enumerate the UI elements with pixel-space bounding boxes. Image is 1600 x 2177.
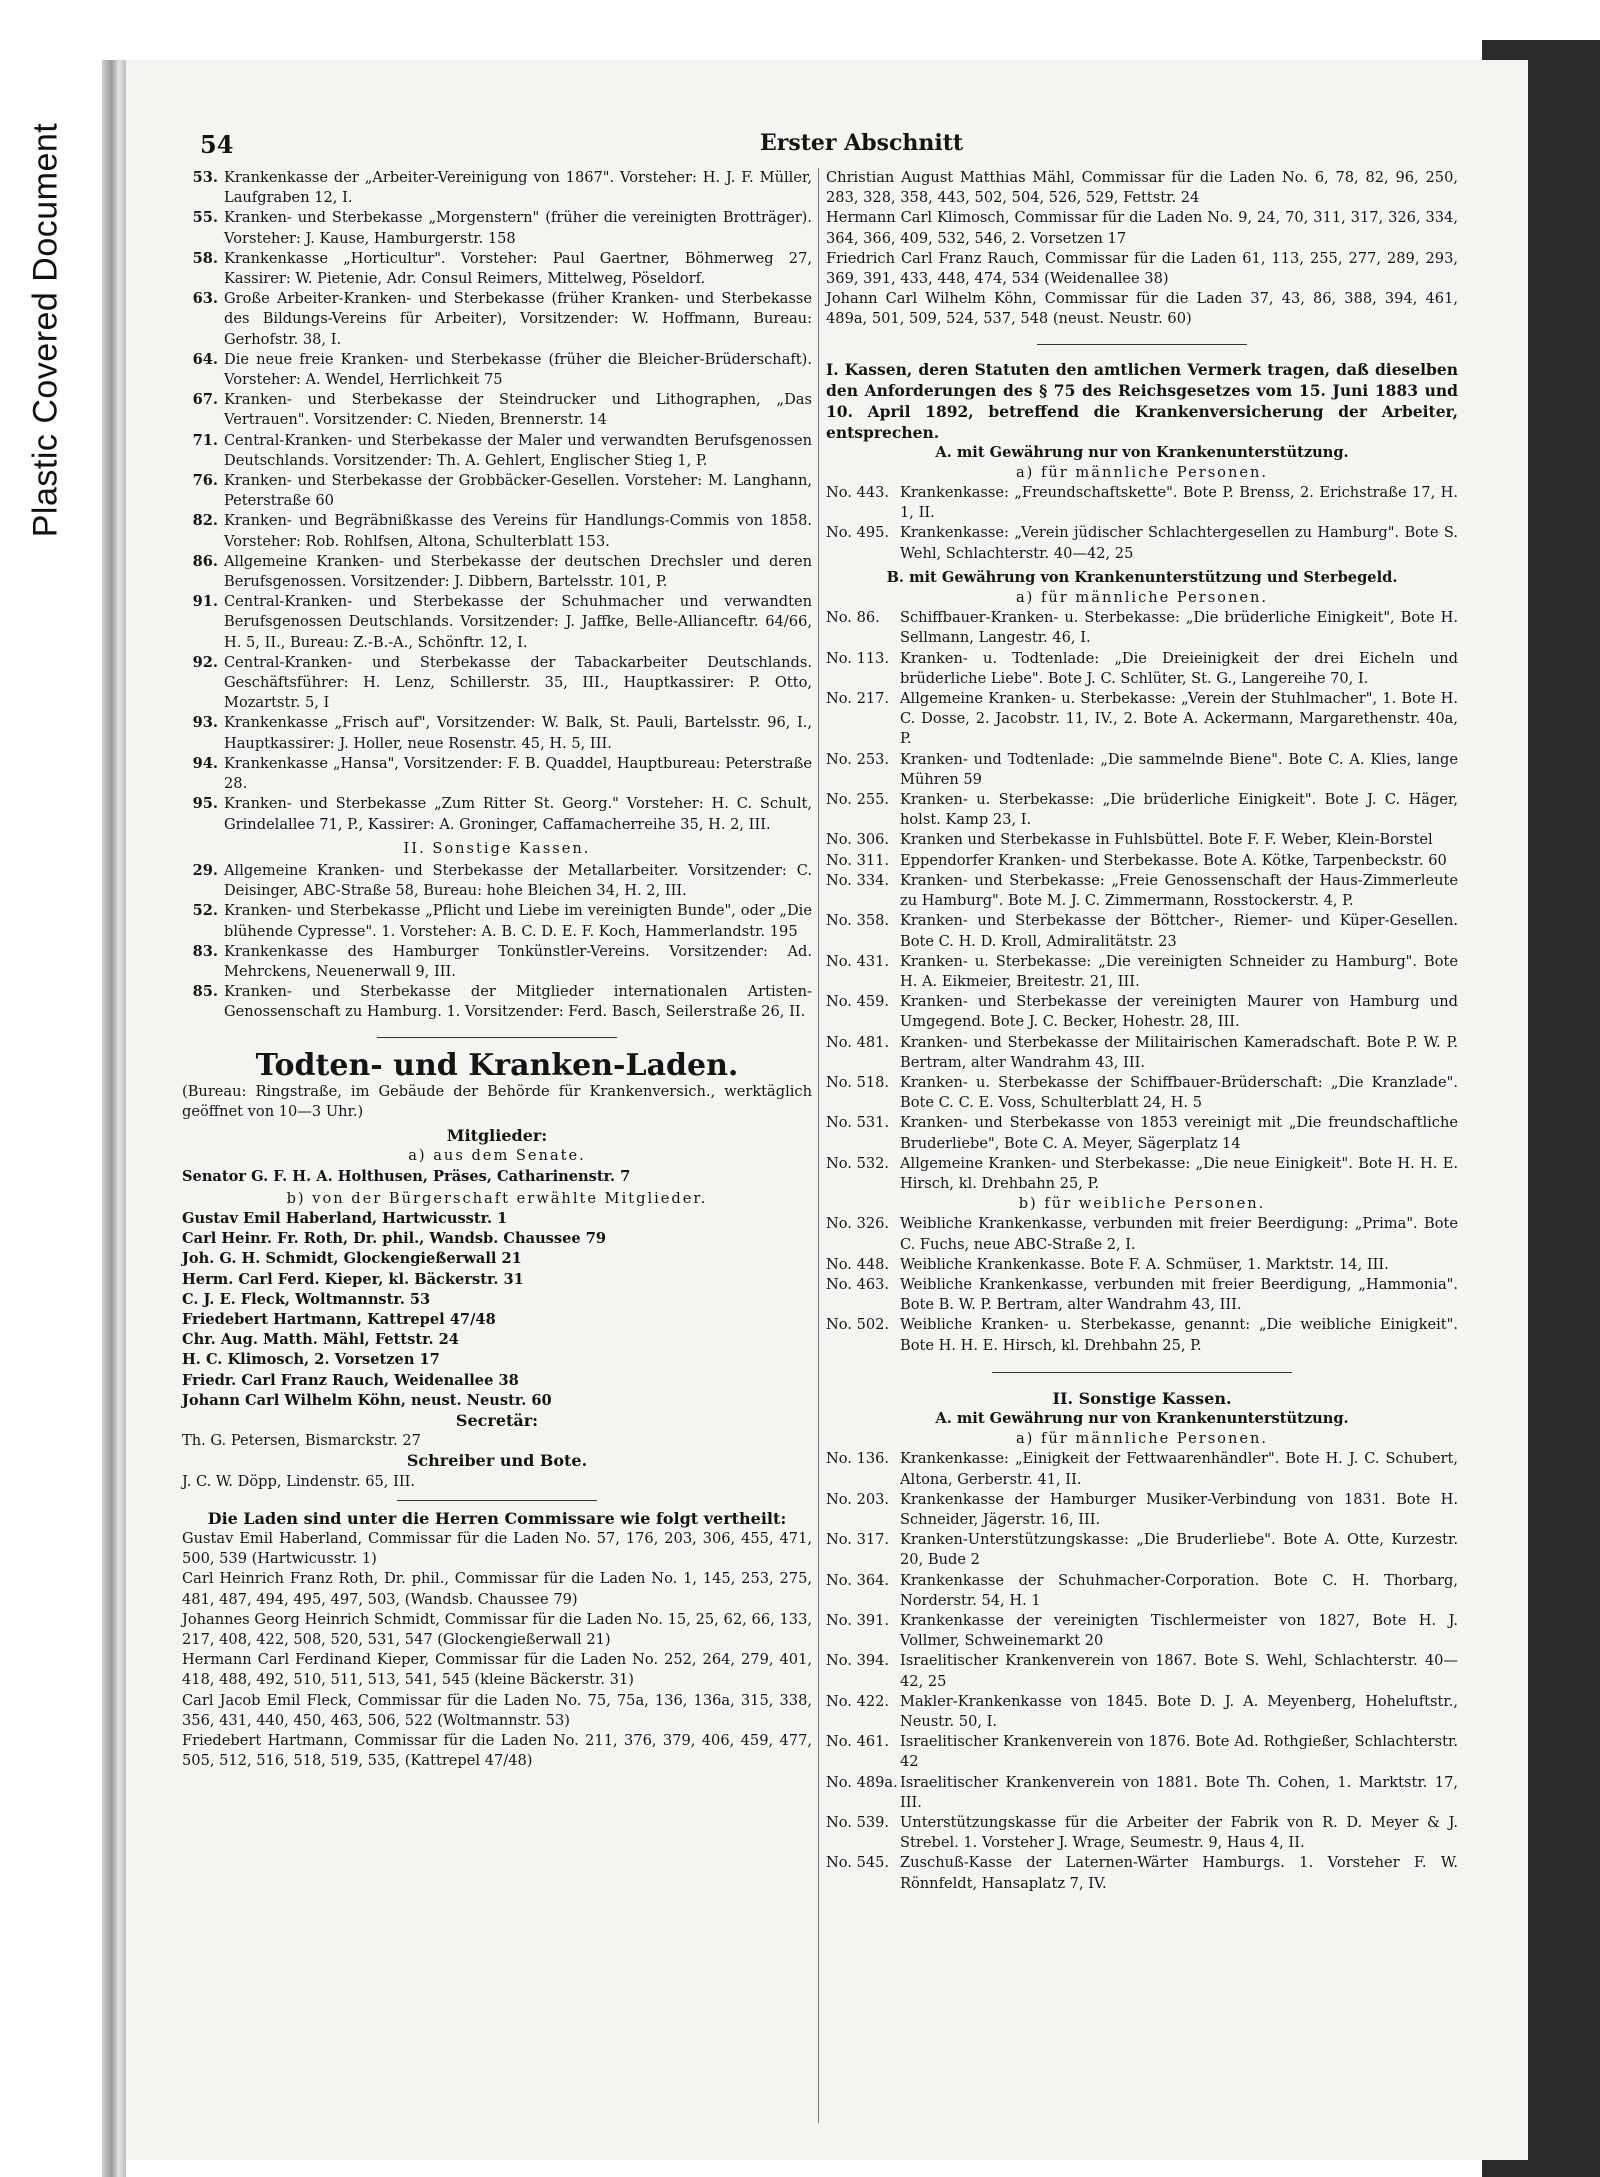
entry (182, 794, 812, 834)
entry-number: No. 113. (826, 649, 890, 667)
list-item: Johann Carl Wilhelm Köhn, neust. Neustr. 60 (182, 1391, 552, 1409)
entry-number: No. 306. (826, 831, 890, 849)
entry-text: Krankenkasse: „Verein jüdischer Schlachtergesellen zu Hamburg". Bote S. Wehl, Schlachterstr. 40—42, 25 (900, 524, 1458, 562)
entry-number: No. 253. (826, 750, 890, 768)
entry (826, 649, 1458, 689)
entry-number: 94. (192, 754, 218, 772)
entry-number: No. 86. (826, 609, 880, 627)
entry-text: Zuschuß-Kasse der Laternen-Wärter Hamburgs. 1. Vorsteher F. W. Rönnfeldt, Hansaplatz 7, IV. (900, 1854, 1458, 1892)
sub-b-maennlich: a) für männliche Personen. (1015, 589, 1269, 607)
entry-number: No. 317. (826, 1531, 890, 1549)
entry-text: Kranken- und Sterbekasse der Militairischen Kameradschaft. Bote P. W. P. Bertram, alter Wandrahm 43, III. (900, 1033, 1458, 1071)
entry-number: 29. (192, 861, 218, 879)
list-item: Friedrich Carl Franz Rauch, Commissar für die Laden 61, 113, 255, 277, 289, 293, 369, 391, 433, 448, 474, 534 (Weidenallee 38) (826, 249, 1458, 288)
entry (826, 851, 1458, 871)
entry-number: No. 532. (826, 1154, 890, 1172)
entry-text: Central-Kranken- und Sterbekasse der Maler und verwandten Berufsgenossen Deutschlands. Vorsitzender: Th. A. Gehlert, Englischer Stieg 1, P. (224, 431, 812, 469)
entry-text: Central-Kranken- und Sterbekasse der Schuhmacher und verwandten Berufsgenossen Deutschlands. Vorsitzender: J. Jaffke, Belle-Allianceftr. 64/66, H. 5, II., Bureau: Z.-B.-A., Schönftr. 12, I. (224, 593, 812, 651)
entry-number: No. 255. (826, 791, 890, 809)
entry (826, 1275, 1458, 1315)
entry (182, 754, 812, 794)
list-item: Hermann Carl Klimosch, Commissar für die Laden No. 9, 24, 70, 311, 317, 326, 334, 364, 366, 409, 532, 546, 2. Vorsetzen 17 (826, 209, 1458, 247)
entry-number: 58. (192, 249, 218, 267)
entry-number: 67. (192, 391, 218, 409)
a-entries (826, 483, 1458, 564)
commissare-heading: Die Laden sind unter die Herren Commissare wie folgt vertheilt: (207, 1508, 787, 1528)
entry-text: Kranken- u. Sterbekasse: „Die vereinigten Schneider zu Hamburg". Bote H. A. Eikmeier, Breitestr. 21, III. (900, 952, 1458, 990)
entry-number: No. 518. (826, 1073, 890, 1091)
entry-number: No. 545. (826, 1854, 890, 1872)
entry-number: No. 334. (826, 871, 890, 889)
entry (182, 431, 812, 471)
entry (182, 511, 812, 551)
entry (826, 1692, 1458, 1732)
entry-text: Weibliche Krankenkasse, verbunden mit freier Beerdigung: „Prima". Bote C. Fuchs, neue ABC-Straße 2, I. (900, 1215, 1458, 1253)
bw-entries (826, 1214, 1458, 1355)
entry (826, 830, 1458, 850)
entry (826, 1449, 1458, 1489)
entry-text: Kranken- und Sterbekasse der Mitglieder internationalen Artisten-Genossenschaft zu Hamburg. 1. Vorsitzender: Ferd. Basch, Seilerstraße 26, II. (224, 983, 812, 1021)
sub-a-maennlich: a) für männliche Personen. (1015, 463, 1269, 481)
entry-number: No. 461. (826, 1733, 890, 1751)
entry-number: 83. (192, 942, 218, 960)
list-item: Johannes Georg Heinrich Schmidt, Commissar für die Laden No. 15, 25, 62, 66, 133, 217, 408, 422, 508, 520, 531, 547 (Glockengießerwall 21) (182, 1610, 812, 1649)
entry (826, 1255, 1458, 1275)
entry-number: No. 364. (826, 1571, 890, 1589)
secretaer-heading: Secretär: (455, 1410, 539, 1430)
bureau-note: (Bureau: Ringstraße, im Gebäude der Behörde für Krankenversich., werktäglich geöffnet von 10—3 Uhr.) (182, 1082, 812, 1120)
sub-ii-maennlich: a) für männliche Personen. (1015, 1430, 1269, 1448)
entry-text: Allgemeine Kranken- u. Sterbekasse: „Verein der Stuhlmacher", 1. Bote H. C. Dosse, 2. Jacobstr. 11, IV., 2. Bote A. Ackermann, Margarethenstr. 40a, P. (900, 690, 1458, 748)
entry-number: No. 358. (826, 912, 890, 930)
entry-number: No. 422. (826, 1692, 890, 1710)
entry-text: Schiffbauer-Kranken- u. Sterbekasse: „Die brüderliche Einigkeit", Bote H. Sellmann, Langestr. 46, I. (900, 609, 1458, 647)
separator (377, 1037, 617, 1038)
entry-number: No. 489a. (826, 1773, 898, 1791)
entry-text: Krankenkasse der „Arbeiter-Vereinigung von 1867". Vorsteher: H. J. F. Müller, Laufgraben 12, I. (224, 169, 812, 207)
entry-text: Kranken- und Sterbekasse der Steindrucker und Lithographen, „Das Vertrauen". Vorsitzender: C. Nieden, Brennerstr. 14 (224, 391, 812, 429)
left-column (182, 168, 812, 1771)
entry (826, 1490, 1458, 1530)
entry (826, 992, 1458, 1032)
entry (826, 750, 1458, 790)
entry (182, 653, 812, 714)
entry (826, 1773, 1458, 1813)
entry-number: No. 495. (826, 524, 890, 542)
entry-text: Kranken- und Sterbekasse „Pflicht und Liebe im vereinigten Bunde", oder „Die blühende Cypresse". 1. Vorsteher: A. B. C. D. E. F. Koch, Hammerlandstr. 195 (224, 902, 812, 940)
senator-line: Senator G. F. H. A. Holthusen, Präses, Catharinenstr. 7 (182, 1167, 631, 1185)
entry (826, 1033, 1458, 1073)
entry-text: Allgemeine Kranken- und Sterbekasse: „Die neue Einigkeit". Bote H. H. E. Hirsch, kl. Drehbahn 25, P. (900, 1154, 1458, 1192)
entry-number: No. 394. (826, 1652, 890, 1670)
entry-number: No. 217. (826, 690, 890, 708)
banner-text: Plastic Covered Document (26, 122, 65, 538)
entry-text: Krankenkasse: „Einigkeit der Fettwaarenhändler". Bote H. J. C. Schubert, Altona, Gerberstr. 41, II. (900, 1450, 1458, 1488)
entry-text: Makler-Krankenkasse von 1845. Bote D. J. A. Meyenberg, Hoheluftstr., Neustr. 50, I. (900, 1692, 1458, 1731)
list-item: Christian August Matthias Mähl, Commissar für die Laden No. 6, 78, 82, 96, 250, 283, 328, 358, 443, 502, 504, 526, 529, Fettstr. 24 (826, 169, 1458, 207)
list-item: Gustav Emil Haberland, Hartwicusstr. 1 (182, 1209, 508, 1227)
buerger-sub: b) von der Bürgerschaft erwählte Mitglieder. (286, 1189, 708, 1207)
entry (182, 350, 812, 390)
entry (826, 1571, 1458, 1611)
entry-number: No. 326. (826, 1215, 890, 1233)
entry-text: Kranken- u. Sterbekasse der Schiffbauer-Brüderschaft: „Die Kranzlade". Bote C. C. E. Voss, Schulterblatt 24, H. 5 (900, 1073, 1458, 1112)
entry-text: Kranken- und Todtenlade: „Die sammelnde Biene". Bote C. A. Klies, lange Mühren 59 (900, 750, 1458, 788)
entry (182, 592, 812, 653)
entry-number: 91. (192, 593, 218, 611)
entry-text: Krankenkasse „Horticultur". Vorsteher: Paul Gaertner, Böhmerweg 27, Kassirer: W. Pietenie, Adr. Consul Reimers, Mittelweg, Pöseldorf. (224, 249, 812, 288)
entry-text: Krankenkasse „Hansa", Vorsitzender: F. B. Quaddel, Hauptbureau: Peterstraße 28. (224, 754, 812, 793)
entry-number: 86. (192, 552, 218, 570)
page-number: 54 (200, 130, 234, 159)
entry-text: Israelitischer Krankenverein von 1876. Bote Ad. Rothgießer, Schlachterstr. 42 (900, 1733, 1458, 1771)
entry (826, 1611, 1458, 1651)
entry-number: 93. (192, 714, 218, 732)
mitglieder-heading: Mitglieder: (446, 1126, 548, 1146)
entry-number: No. 431. (826, 952, 890, 970)
entry-text: Die neue freie Kranken- und Sterbekasse (früher die Bleicher-Brüderschaft). Vorsteher: A. Wendel, Herrlichkeit 75 (224, 350, 812, 389)
entry-text: Kranken- und Sterbekasse der Böttcher-, Riemer- und Küper-Gesellen. Bote C. H. D. Kroll, Admiralitätstr. 23 (900, 912, 1458, 950)
schreiber-line: J. C. W. Döpp, Lindenstr. 65, III. (182, 1472, 416, 1490)
entry (182, 552, 812, 592)
list-item: Carl Heinrich Franz Roth, Dr. phil., Commissar für die Laden No. 1, 145, 253, 275, 481, 487, 494, 495, 497, 503, (Wandsb. Chaussee 79) (182, 1570, 812, 1608)
b-entries (826, 608, 1458, 1194)
list-item: Chr. Aug. Matth. Mähl, Fettstr. 24 (182, 1331, 459, 1349)
list-item: Friedebert Hartmann, Kattrepel 47/48 (182, 1310, 496, 1328)
entry (826, 608, 1458, 648)
entry (182, 390, 812, 430)
entry-number: 52. (192, 902, 218, 920)
commissare-list (182, 1529, 812, 1771)
entry (182, 249, 812, 289)
entry (826, 871, 1458, 911)
entry-text: Kranken- und Sterbekasse der Grobbäcker-Gesellen. Vorsteher: M. Langhann, Peterstraße 60 (224, 472, 812, 510)
list-item: Gustav Emil Haberland, Commissar für die Laden No. 57, 176, 203, 306, 455, 471, 500, 539 (Hartwicusstr. 1) (182, 1530, 812, 1568)
entry (826, 790, 1458, 830)
entry-number: No. 481. (826, 1033, 890, 1051)
entry-number: 64. (192, 350, 218, 368)
entry-text: Krankenkasse „Frisch auf", Vorsitzender: W. Balk, St. Pauli, Bartelsstr. 96, I., Hauptkassirer: J. Holler, neue Rosenstr. 45, H. 5, III. (224, 714, 812, 752)
list-item: C. J. E. Fleck, Woltmannstr. 53 (182, 1290, 431, 1308)
entry-number: 85. (192, 983, 218, 1001)
entry-number: No. 443. (826, 484, 890, 502)
section-title: Erster Abschnitt (760, 130, 964, 156)
sub-b-weiblich: b) für weibliche Personen. (1018, 1195, 1266, 1213)
entry-number: No. 539. (826, 1814, 890, 1832)
entry-text: Kranken- u. Sterbekasse: „Die brüderliche Einigkeit". Bote J. C. Häger, holst. Kamp 23, I. (900, 791, 1458, 829)
entry-text: Große Arbeiter-Kranken- und Sterbekasse (früher Kranken- und Sterbekasse des Bildungs-Vereins für Arbeiter), Vorsitzender: W. Hoffmann, Bureau: Gerhofstr. 38, I. (224, 290, 812, 348)
entry-number: No. 531. (826, 1114, 890, 1132)
entry-number: No. 311. (826, 851, 890, 869)
sub-heading-sonstige: II. Sonstige Kassen. (403, 839, 591, 857)
book-spine (102, 60, 126, 2177)
entry-number: No. 203. (826, 1490, 890, 1508)
heading-A: A. mit Gewährung nur von Krankenunterstützung. (935, 443, 1349, 461)
list-item: Herm. Carl Ferd. Kieper, kl. Bäckerstr. 31 (182, 1270, 524, 1288)
ii-entries (826, 1449, 1458, 1893)
entry-number: No. 136. (826, 1450, 890, 1468)
entry (826, 1154, 1458, 1194)
list-item: Joh. G. H. Schmidt, Glockengießerwall 21 (182, 1250, 522, 1268)
entry-text: Krankenkasse: „Freundschaftskette". Bote P. Brenss, 2. Erichstraße 17, H. 1, II. (900, 484, 1458, 522)
schreiber-heading: Schreiber und Bote. (406, 1451, 588, 1471)
entry-text: Kranken- und Sterbekasse „Zum Ritter St. Georg." Vorsteher: H. C. Schult, Grindelallee 71, P., Kassirer: A. Groninger, Caffamacherreihe 35, H. 2, III. (224, 795, 812, 833)
running-head (200, 130, 1500, 160)
entry (826, 1853, 1458, 1893)
entry-text: Weibliche Krankenkasse, verbunden mit freier Beerdigung, „Hammonia". Bote B. W. P. Bertram, alter Wandrahm 43, III. (900, 1275, 1458, 1314)
entry-text: Kranken- und Sterbekasse: „Freie Genossenschaft der Haus-Zimmerleute zu Hamburg". Bote M. J. C. Zimmermann, Rosstockerstr. 4, P. (900, 871, 1458, 910)
entry-text: Weibliche Kranken- u. Sterbekasse, genannt: „Die weibliche Einigkeit". Bote H. H. E. Hirsch, kl. Drehbahn 25, P. (900, 1316, 1458, 1354)
entry-text: Krankenkasse der Schuhmacher-Corporation. Bote C. H. Thorbarg, Norderstr. 54, H. 1 (900, 1571, 1458, 1609)
entry (182, 942, 812, 982)
list-item: Carl Heinr. Fr. Roth, Dr. phil., Wandsb. Chaussee 79 (182, 1230, 607, 1248)
entry (182, 713, 812, 753)
entry (182, 982, 812, 1022)
heading-II: II. Sonstige Kassen. (1052, 1388, 1232, 1408)
entry-number: No. 459. (826, 993, 890, 1011)
separator-3 (1037, 344, 1247, 345)
entry (182, 208, 812, 248)
entry (826, 523, 1458, 563)
entry (826, 1315, 1458, 1355)
entry (182, 471, 812, 511)
list-item: Hermann Carl Ferdinand Kieper, Commissar für die Laden No. 252, 264, 279, 401, 418, 488, 492, 510, 511, 513, 541, 545 (kleine Bäckerstr. 31) (182, 1651, 812, 1689)
commissare-continued (826, 168, 1458, 330)
entry-text: Kranken und Sterbekasse in Fuhlsbüttel. Bote F. F. Weber, Klein-Borstel (900, 831, 1433, 849)
entry-text: Krankenkasse des Hamburger Tonkünstler-Vereins. Vorsitzender: Ad. Mehrckens, Neuenerwall 9, III. (224, 942, 812, 980)
separator-2 (397, 1500, 597, 1501)
list-item: Johann Carl Wilhelm Köhn, Commissar für die Laden 37, 43, 86, 388, 394, 461, 489a, 501, 509, 524, 537, 548 (neust. Neustr. 60) (826, 290, 1458, 328)
secretaer-line: Th. G. Petersen, Bismarckstr. 27 (182, 1432, 421, 1450)
entry (826, 1073, 1458, 1113)
entry (182, 901, 812, 941)
entry-number: No. 502. (826, 1316, 890, 1334)
side-banner (0, 0, 92, 2177)
members-list (182, 1209, 812, 1411)
list-item: Friedebert Hartmann, Commissar für die Laden No. 211, 376, 379, 406, 459, 477, 505, 512, 516, 518, 519, 535, (Kattrepel 47/48) (182, 1732, 812, 1770)
entry-text: Central-Kranken- und Sterbekasse der Tabackarbeiter Deutschlands. Geschäftsführer: H. Lenz, Schillerstr. 35, III., Hauptkassirer: P. Otto, Mozartstr. 5, I (224, 653, 812, 712)
entry-number: No. 391. (826, 1612, 890, 1629)
entry (826, 1813, 1458, 1853)
entry-number: 76. (192, 472, 218, 490)
entry (182, 289, 812, 350)
entry-text: Unterstützungskasse für die Arbeiter der Fabrik von R. D. Meyer & J. Strebel. 1. Vorsteher J. Wrage, Seumestr. 9, Haus 4, II. (900, 1814, 1458, 1852)
list-item: H. C. Klimosch, 2. Vorsetzen 17 (182, 1351, 440, 1369)
entry-text: Kranken-Unterstützungskasse: „Die Bruderliebe". Bote A. Otte, Kurzestr. 20, Bude 2 (900, 1531, 1458, 1569)
laden-heading: Todten- und Kranken-Laden. (255, 1047, 739, 1083)
entry-text: Kranken- und Sterbekasse der vereinigten Maurer von Hamburg und Umgegend. Bote J. C. Becker, Hohestr. 28, III. (900, 993, 1458, 1031)
entry-number: No. 463. (826, 1275, 890, 1293)
entry (826, 1214, 1458, 1254)
right-column (826, 168, 1458, 1894)
entry-number: 82. (192, 512, 218, 530)
entry-number: 92. (192, 653, 218, 671)
entry-text: Kranken- u. Todtenlade: „Die Dreieinigkeit der drei Eicheln und brüderliche Liebe". Bote J. C. Schlüter, St. G., Langereihe 70, I. (900, 649, 1458, 687)
entry (826, 952, 1458, 992)
entry (826, 483, 1458, 523)
entry-text: Kranken- und Sterbekasse von 1853 vereinigt mit „Die freundschaftliche Bruderliebe", Bote C. A. Meyer, Sägerplatz 14 (900, 1114, 1458, 1152)
list-item: Carl Jacob Emil Fleck, Commissar für die Laden No. 75, 75a, 136, 136a, 315, 338, 356, 431, 440, 450, 463, 506, 522 (Woltmannstr. 53) (182, 1691, 812, 1729)
entry-text: Allgemeine Kranken- und Sterbekasse der Metallarbeiter. Vorsitzender: C. Deisinger, ABC-Straße 58, Bureau: hohe Bleichen 34, H. 2, III. (224, 861, 812, 900)
heading-I: I. Kassen, deren Statuten den amtlichen Vermerk tragen, daß dieselben den Anforderungen des § 75 des Reichsgesetzes vom 15. Juni 1883 und 10. April 1892, betreffend die Krankenversicherung der Arbeiter, entsprechen. (826, 359, 1458, 442)
entry-number: 95. (192, 795, 218, 813)
entry-text: Krankenkasse der vereinigten Tischlermeister von 1827, Bote H. J. Vollmer, Schweinemarkt 20 (900, 1612, 1458, 1650)
entry-number: 55. (192, 209, 218, 227)
entry (826, 689, 1458, 750)
entry-text: Allgemeine Kranken- und Sterbekasse der deutschen Drechsler und deren Berufsgenossen. Vorsitzender: J. Dibbern, Bartelsstr. 101, P. (224, 552, 812, 591)
heading-B: B. mit Gewährung von Krankenunterstützung und Sterbegeld. (886, 568, 1398, 586)
entry-number: 71. (192, 431, 218, 449)
entry (826, 1651, 1458, 1691)
entry-text: Israelitischer Krankenverein von 1867. Bote S. Wehl, Schlachterstr. 40—42, 25 (900, 1652, 1458, 1690)
separator-4 (992, 1372, 1292, 1373)
entry-text: Kranken- und Begräbnißkasse des Vereins für Handlungs-Commis von 1858. Vorsteher: Rob. Rohlfsen, Altona, Schulterblatt 153. (224, 512, 812, 550)
entry-text: Eppendorfer Kranken- und Sterbekasse. Bote A. Kötke, Tarpenbeckstr. 60 (900, 851, 1447, 869)
entry (182, 861, 812, 901)
entry-text: Kranken- und Sterbekasse „Morgenstern" (früher die vereinigten Brotträger). Vorsteher: J. Kause, Hamburgerstr. 158 (224, 209, 812, 247)
entries-list-2 (182, 861, 812, 1023)
senat-sub: a) aus dem Senate. (408, 1147, 586, 1165)
list-item: Friedr. Carl Franz Rauch, Weidenallee 38 (182, 1371, 519, 1389)
heading-IIA: A. mit Gewährung nur von Krankenunterstützung. (935, 1409, 1349, 1427)
entry-number: No. 448. (826, 1255, 890, 1273)
entry-text: Krankenkasse der Hamburger Musiker-Verbindung von 1831. Bote H. Schneider, Jägerstr. 16, III. (900, 1490, 1458, 1528)
entry (826, 1530, 1458, 1570)
entry-number: 53. (192, 169, 218, 186)
entry (826, 1732, 1458, 1772)
entries-list-1 (182, 168, 812, 835)
entry (826, 911, 1458, 951)
entry (182, 168, 812, 208)
entry-text: Weibliche Krankenkasse. Bote F. A. Schmüser, 1. Marktstr. 14, III. (900, 1255, 1389, 1273)
entry (826, 1113, 1458, 1153)
entry-number: 63. (192, 290, 218, 308)
column-divider (818, 168, 819, 2123)
entry-text: Israelitischer Krankenverein von 1881. Bote Th. Cohen, 1. Marktstr. 17, III. (900, 1773, 1458, 1811)
